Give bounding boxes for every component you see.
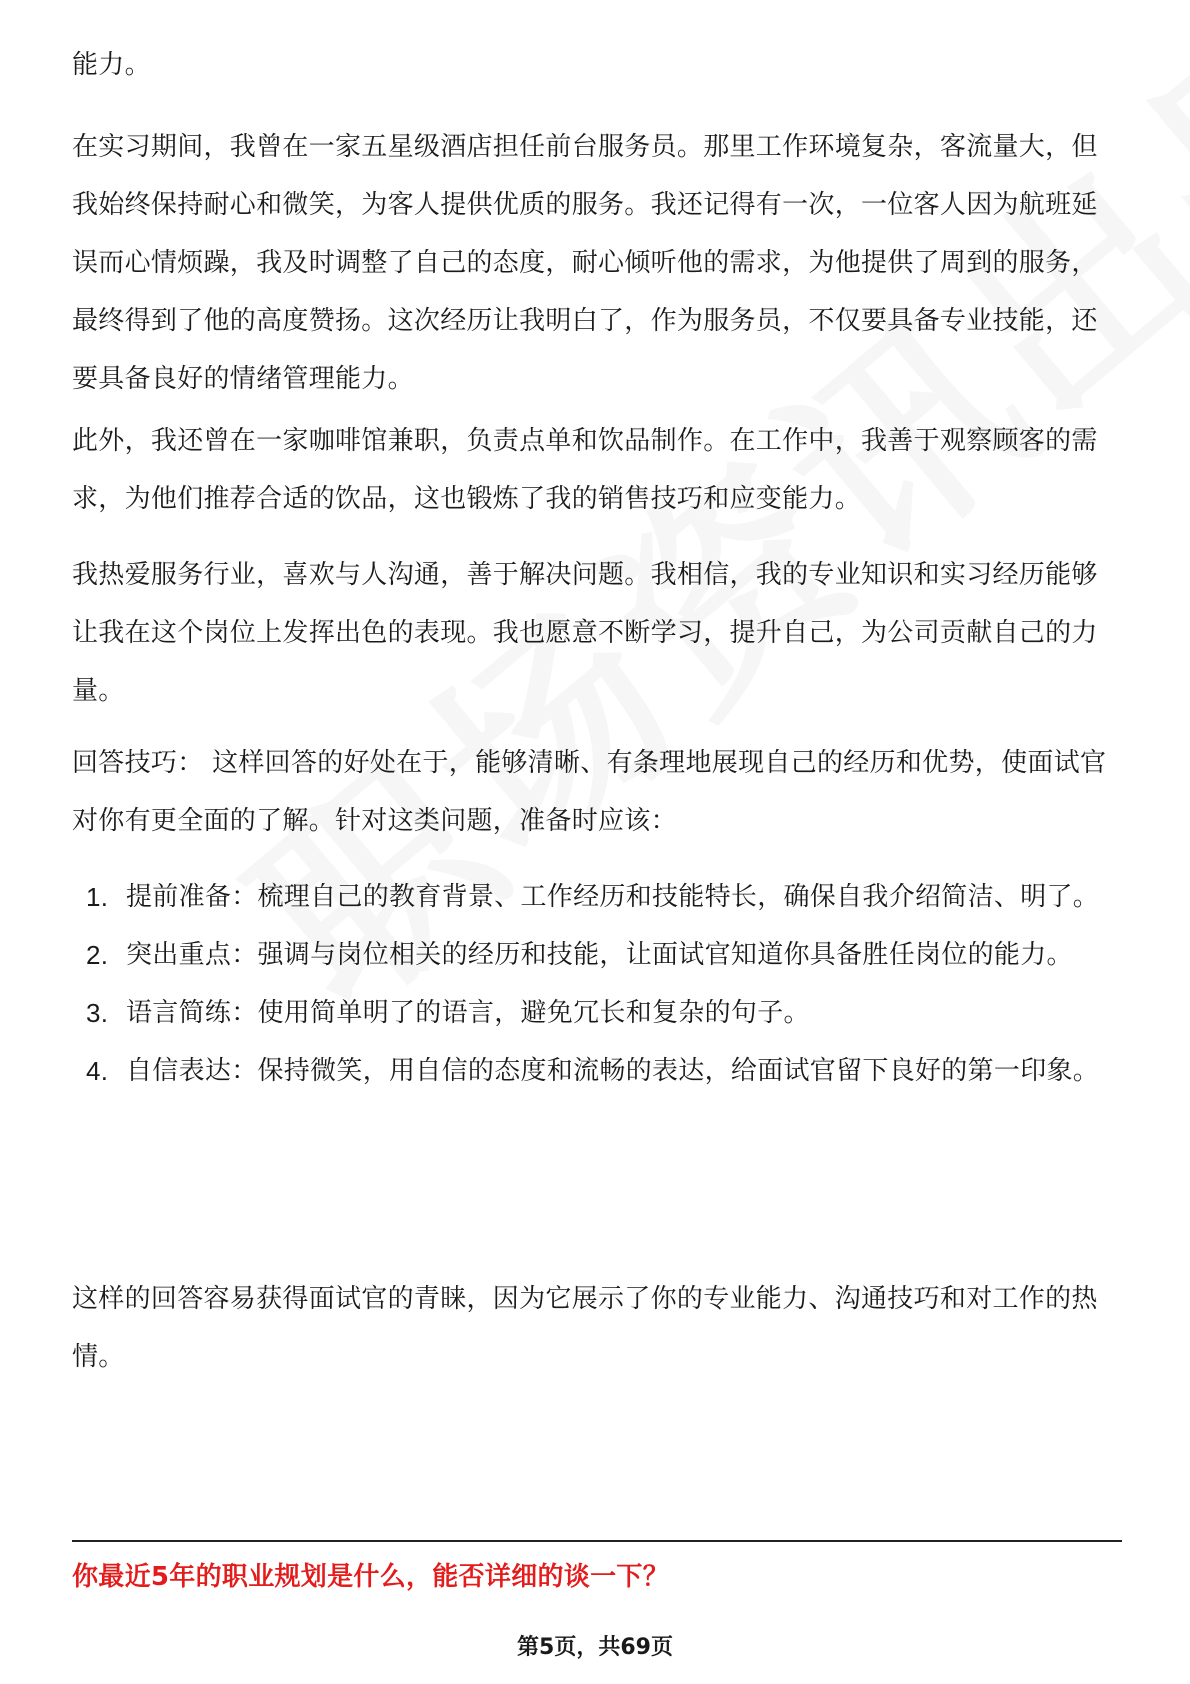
paragraph-internship: 在实习期间，我曾在一家五星级酒店担任前台服务员。那里工作环境复杂，客流量大，但我始终保持耐心和微笑，为客人提供优质的服务。我还记得有一次，一位客人因为航班延误而心情烦躁，我及时调整了自己的态度，耐心倾听他的需求，为他提供了周到的服务，最终得到了他的高度赞扬。这次经历让我明白了，作为服务员，不仅要具备专业技能，还要具备良好的情绪管理能力。 (72, 132, 1098, 394)
list-number: 2. (86, 940, 109, 970)
paragraph-continuation: 能力。 (72, 50, 151, 80)
paragraph-tips-intro: 回答技巧： 这样回答的好处在于，能够清晰、有条理地展现自己的经历和优势，使面试官对你有更全面的了解。针对这类问题，准备时应该： (72, 748, 1107, 836)
list-number: 1. (86, 882, 109, 912)
tips-list (72, 868, 1122, 1100)
list-number: 3. (86, 998, 109, 1028)
list-item-text: 提前准备：梳理自己的教育背景、工作经历和技能特长，确保自我介绍简洁、明了。 (126, 882, 1100, 912)
list-item (72, 984, 1122, 1042)
paragraph-passion: 我热爱服务行业，喜欢与人沟通，善于解决问题。我相信，我的专业知识和实习经历能够让我在这个岗位上发挥出色的表现。我也愿意不断学习，提升自己，为公司贡献自己的力量。 (72, 560, 1098, 706)
paragraph-conclusion: 这样的回答容易获得面试官的青睐，因为它展示了你的专业能力、沟通技巧和对工作的热情。 (72, 1284, 1098, 1372)
next-question-heading: 你最近5年的职业规划是什么，能否详细的谈一下？ (72, 1562, 669, 1592)
section-divider (72, 1540, 1122, 1542)
list-item-text: 自信表达：保持微笑，用自信的态度和流畅的表达，给面试官留下良好的第一印象。 (126, 1056, 1100, 1086)
list-item (72, 868, 1122, 926)
page-number: 第5页，共69页 (517, 1635, 673, 1660)
list-item (72, 926, 1122, 984)
list-number: 4. (86, 1056, 109, 1086)
list-item-text: 突出重点：强调与岗位相关的经历和技能，让面试官知道你具备胜任岗位的能力。 (126, 940, 1073, 970)
list-item-text: 语言简练：使用简单明了的语言，避免冗长和复杂的句子。 (126, 998, 810, 1028)
paragraph-cafe: 此外，我还曾在一家咖啡馆兼职，负责点单和饮品制作。在工作中，我善于观察顾客的需求，为他们推荐合适的饮品，这也锻炼了我的销售技巧和应变能力。 (72, 426, 1098, 514)
list-item (72, 1042, 1122, 1100)
